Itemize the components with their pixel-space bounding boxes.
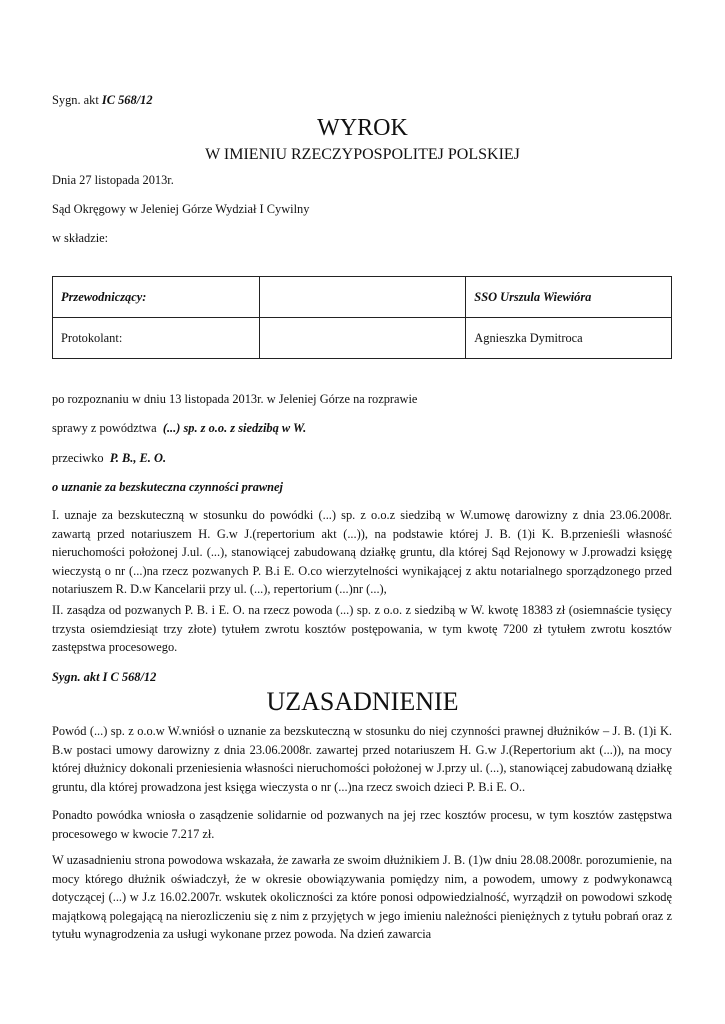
justification-signature: Sygn. akt I C 568/12 xyxy=(52,670,157,684)
verdict-date: Dnia 27 listopada 2013r. xyxy=(52,173,174,187)
verdict-title: WYROK xyxy=(317,115,408,141)
hearing-line: po rozpoznaniu w dniu 13 listopada 2013r. w Jeleniej Górze na rozprawie xyxy=(52,392,418,406)
role-cell: Protokolant: xyxy=(53,318,260,359)
justification-paragraph-1: Powód (...) sp. z o.o.w W.wniósł o uznanie za bezskuteczną w stosunku do niej czynności prawnej dłużników – J. B. (1)i K. B.w postaci umowy darowizny z dnia 23.06.2008r. zawartej przed notariuszem H. G.w J.(Repertorium akt (...)), na mocy której dłużnicy dokonali przeniesienia własności nieruchomości położonej w J.przy ul. (...), stanowiącej zabudowaną działkę gruntu, dla której prowadzona jest księga wieczysta o nr (...)na rzecz swoich dzieci P. B.i E. O.. xyxy=(52,724,672,794)
table-row xyxy=(53,277,672,318)
court-name: Sąd Okręgowy w Jeleniej Górze Wydział I Cywilny xyxy=(52,202,310,216)
composition-table xyxy=(52,276,672,359)
case-subject: o uznanie za bezskuteczna czynności prawnej xyxy=(52,480,283,494)
verdict-point-2: II. zasądza od pozwanych P. B. i E. O. na rzecz powoda (...) sp. z o.o. z siedzibą w W. kwotę 18383 zł (osiemnaście tysięcy trzysta osiemdziesiąt trzy złote) tytułem zwrotu kosztów postępowania, w tym kwotę 7200 zł tytułem zwrotu kosztów zastępstwa procesowego. xyxy=(52,603,672,654)
claim-prefix: sprawy z powództwa xyxy=(52,421,157,435)
justification-paragraph-3: W uzasadnieniu strona powodowa wskazała, że zawarła ze swoim dłużnikiem J. B. (1)w dniu 28.08.2008r. porozumienie, na mocy którego dłużnik oświadczył, że w okresie obowiązywania pomiędzy nim, a powodem, umowy z podwykonawcą dotyczącej (...) w J.z 16.02.2007r. wskutek okoliczności za które ponosi odpowiedzialność, wyrządził on powodowi szkodę majątkową polegającą na nierozliczeniu się z nim z przyjętych w jego imieniu należności pieniężnych z tytułu pobrań oraz z tytułu wynagrodzenia za usługi wykonane przez powoda. Na dzień zawarcia xyxy=(52,853,672,941)
name-cell: SSO Urszula Wiewióra xyxy=(466,277,672,318)
case-signature-prefix: Sygn. akt xyxy=(52,93,99,107)
claim-line xyxy=(52,420,306,436)
verdict-point-1: I. uznaje za bezskuteczną w stosunku do powódki (...) sp. z o.o.z siedzibą w W.umowę darowizny z dnia 23.06.2008r. zawartą przed notariuszem H. G.w J.(repertorium akt (...)), na podstawie której J. B. (1)i K. B.przenieśli własność nieruchomości położonej J.ul. (...), stanowiącej zabudowaną działkę gruntu, dla której Sąd Rejonowy w J.prowadzi księgę wieczystą o nr (...)na rzecz pozwanych P. B.i E. O.co wierzytelności wynikającej z aktu notarialnego sporządzonego przed notariuszem R. D.w Kancelarii przy ul. (...), repertorium (...)nr (...), xyxy=(52,508,672,596)
against-prefix: przeciwko xyxy=(52,451,104,465)
case-signature-value: IC 568/12 xyxy=(101,93,153,107)
justification-title: UZASADNIENIE xyxy=(266,687,459,716)
role-cell: Przewodniczący: xyxy=(53,277,260,318)
middle-cell xyxy=(259,318,466,359)
name-cell: Agnieszka Dymitroca xyxy=(466,318,672,359)
against-line xyxy=(52,450,166,466)
table-row xyxy=(53,318,672,359)
composition-label: w składzie: xyxy=(52,231,109,245)
justification-paragraph-2: Ponadto powódka wniosła o zasądzenie solidarnie od pozwanych na jej rzec kosztów procesu, w tym kosztów zastępstwa procesowego w kwocie 7.217 zł. xyxy=(52,808,672,841)
claim-party: (...) sp. z o.o. z siedzibą w W. xyxy=(162,421,307,435)
verdict-subtitle: W IMIENIU RZECZYPOSPOLITEJ POLSKIEJ xyxy=(205,146,520,163)
against-party: P. B., E. O. xyxy=(109,451,167,465)
case-signature xyxy=(52,92,153,108)
middle-cell xyxy=(259,277,466,318)
